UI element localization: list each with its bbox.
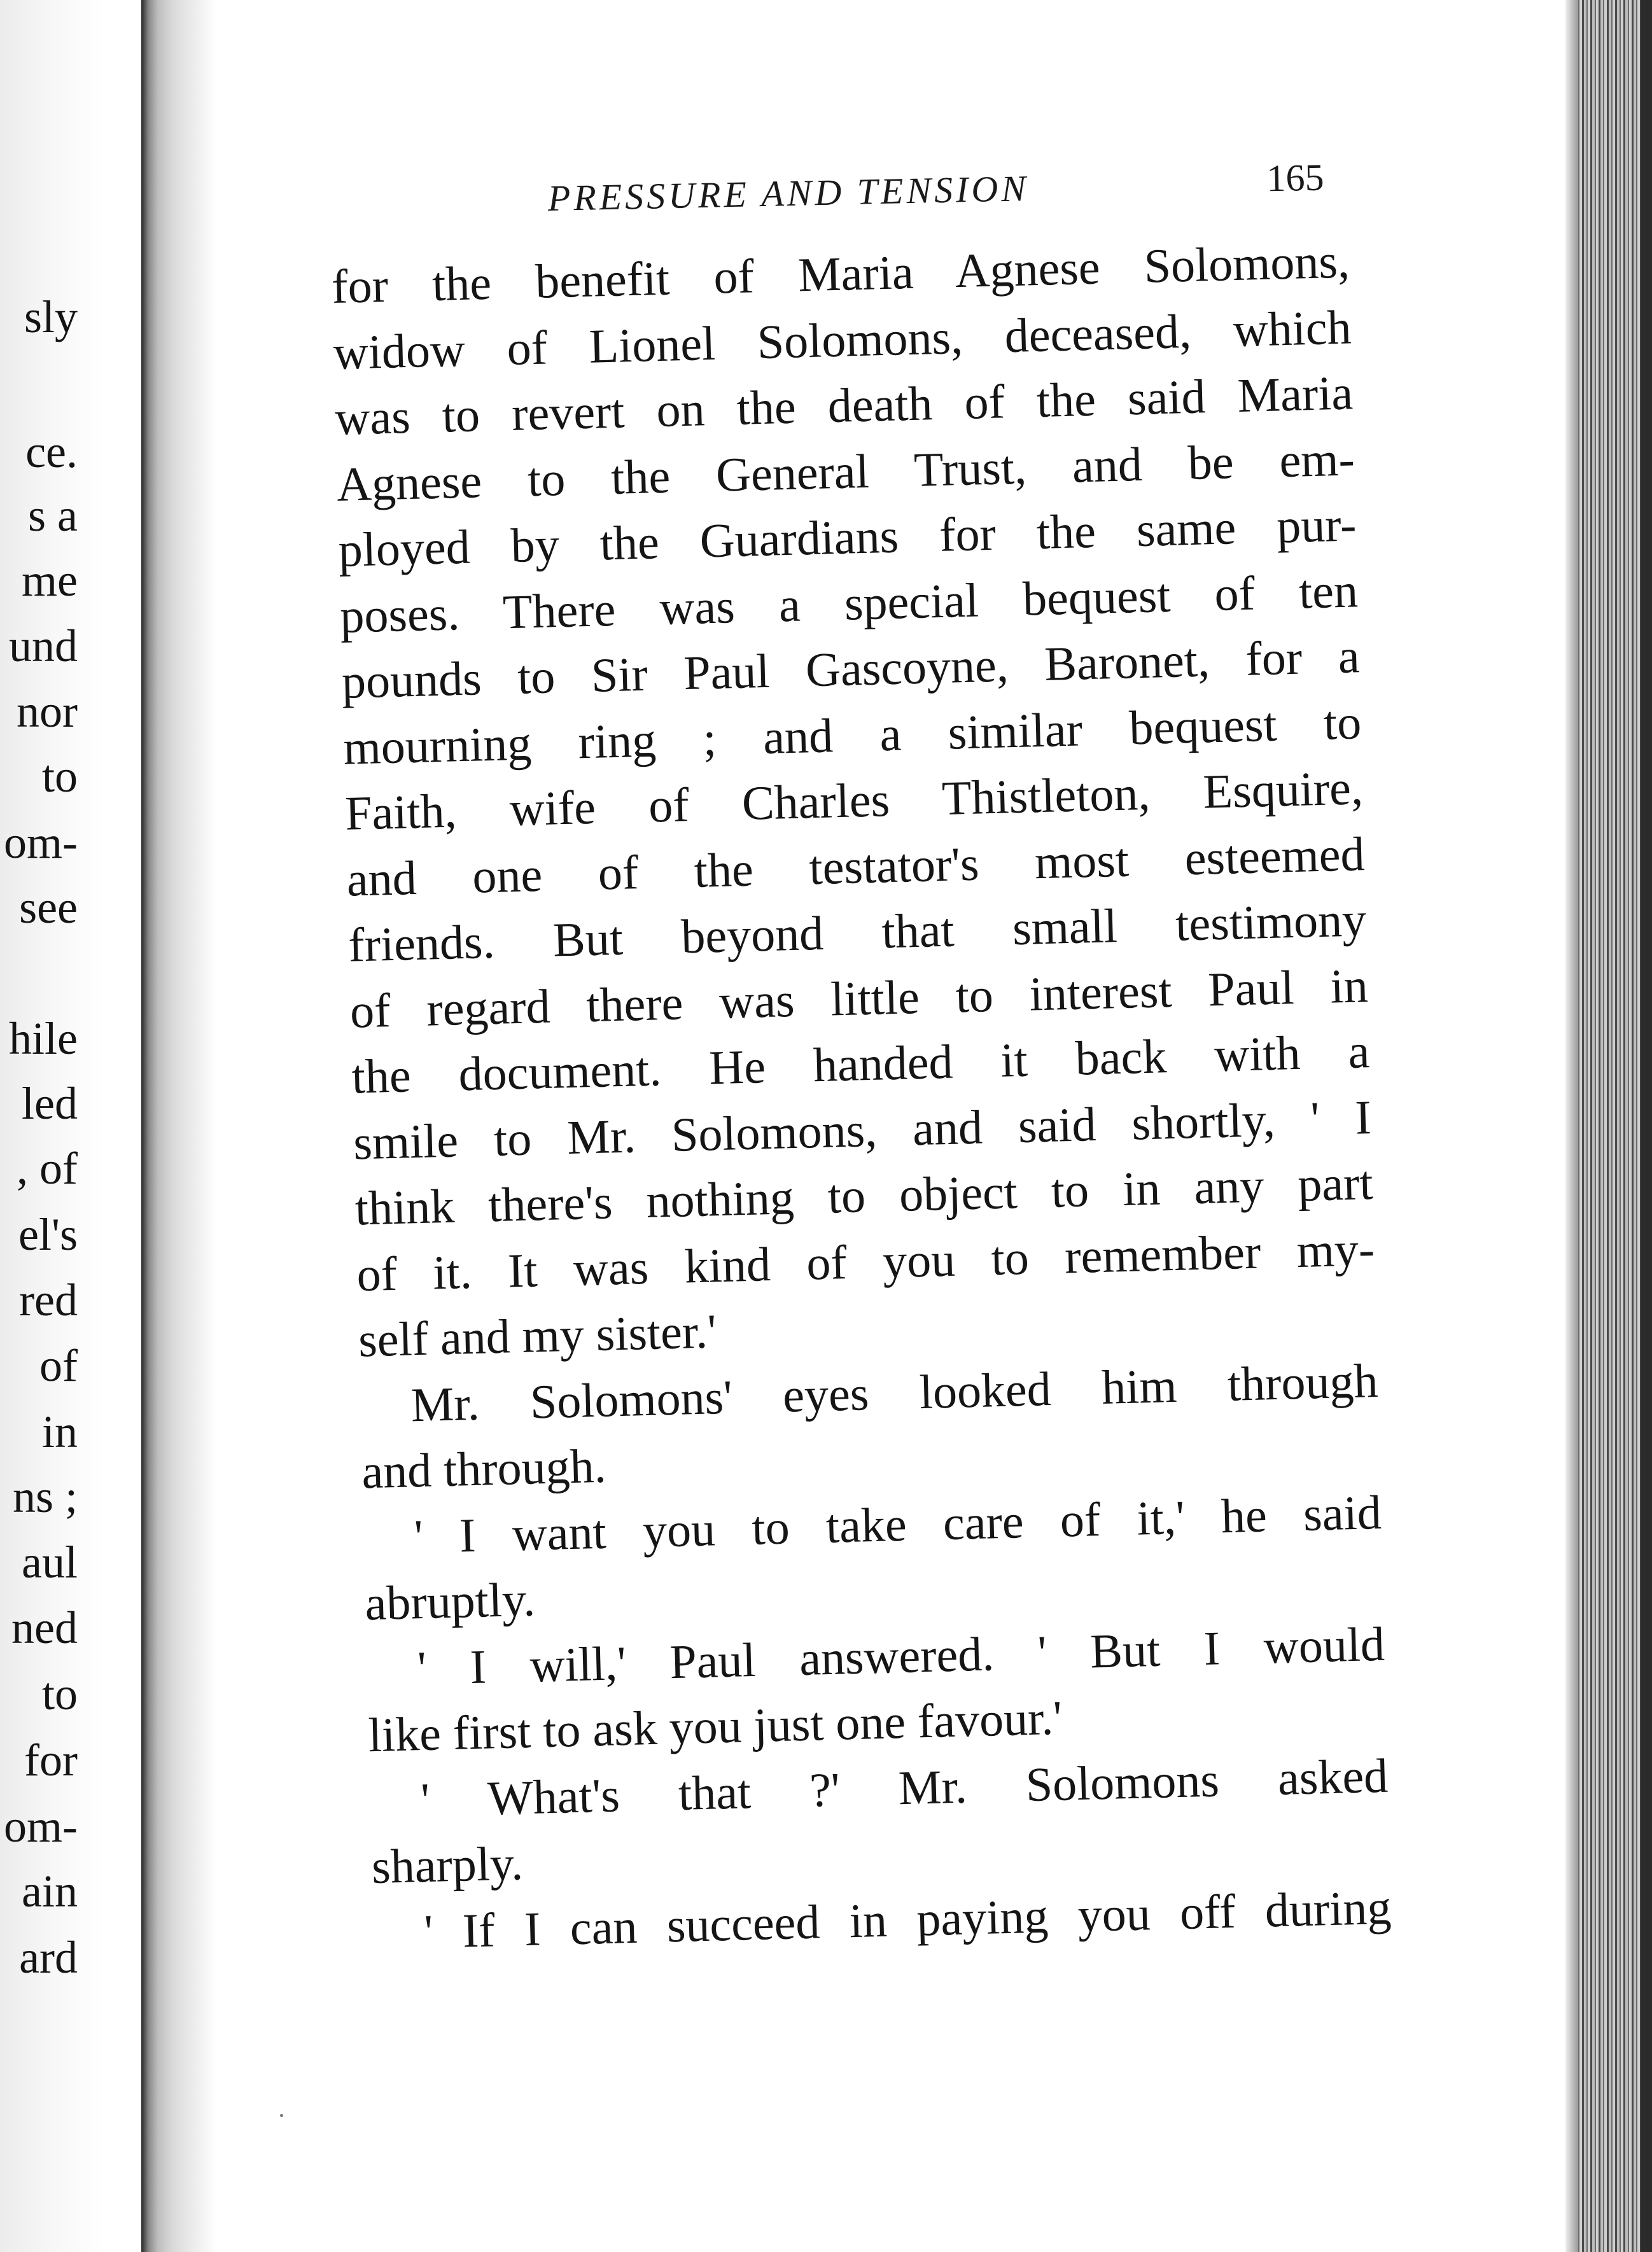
left-line: ned — [11, 1602, 78, 1653]
body-text — [331, 228, 1418, 1967]
text-line: sharply. — [371, 1836, 524, 1894]
text-line: ' I will,' Paul answered. ' But I would — [417, 1617, 1385, 1695]
left-line: of — [39, 1340, 78, 1391]
text-line: was to revert on the death of the said Maria — [334, 366, 1354, 445]
text-line: of it. It was kind of you to remember my- — [356, 1222, 1376, 1301]
left-line: hile — [9, 1013, 78, 1064]
text-line: Faith, wife of Charles Thistleton, Esquire, — [344, 761, 1364, 841]
left-line: s a — [28, 490, 78, 541]
left-line: led — [22, 1078, 78, 1129]
left-line: red — [19, 1275, 78, 1325]
text-line: and through. — [361, 1439, 607, 1499]
left-line: nor — [17, 686, 78, 737]
text-line: ployed by the Guardians for the same pur- — [337, 498, 1357, 577]
text-line: for the benefit of Maria Agnese Solomons, — [331, 234, 1350, 314]
left-line: see — [19, 882, 78, 933]
text-line: ' What's that ?' Mr. Solomons asked — [420, 1749, 1389, 1827]
left-line: sly — [24, 291, 78, 342]
text-line: the document. He handed it back with a — [351, 1025, 1371, 1104]
left-line: for — [24, 1735, 78, 1786]
left-line: , of — [17, 1143, 78, 1194]
left-line: in — [41, 1406, 78, 1457]
running-title: PRESSURE AND TENSION — [547, 167, 1030, 219]
text-line: and one of the testator's most esteemed — [346, 827, 1366, 907]
left-page-fragment — [0, 0, 148, 2252]
left-line: me — [22, 555, 78, 606]
text-line: mourning ring ; and a similar bequest to — [342, 695, 1362, 775]
left-line: aul — [22, 1537, 78, 1588]
left-line: om- — [4, 1801, 78, 1852]
left-line: ain — [22, 1866, 78, 1917]
left-line: om- — [4, 817, 78, 868]
page-number: 165 — [1266, 156, 1325, 200]
text-line: poses. There was a special bequest of ten — [339, 563, 1359, 643]
text-line: self and my sister.' — [358, 1304, 717, 1367]
text-line: friends. But beyond that small testimony — [347, 893, 1368, 972]
left-line: el's — [18, 1209, 78, 1260]
text-line: ' I want you to take care of it,' he said — [413, 1485, 1382, 1563]
text-line: Mr. Solomons' eyes looked him through — [410, 1353, 1379, 1432]
text-line: ' If I can succeed in paying you off during — [423, 1880, 1392, 1959]
left-line: to — [41, 1668, 78, 1719]
text-line: of regard there was little to interest Paul in — [349, 958, 1369, 1039]
binding-gutter — [141, 0, 216, 2252]
text-line: Agnese to the General Trust, and be em- — [336, 431, 1355, 512]
left-line: ce. — [25, 426, 78, 477]
left-line: to — [41, 751, 78, 802]
text-line: widow of Lionel Solomons, deceased, which — [332, 300, 1352, 380]
text-line: think there's nothing to object to in any part — [354, 1156, 1374, 1236]
page-edges — [1565, 0, 1652, 2252]
left-line: ns ; — [12, 1471, 78, 1522]
text-line: abruptly. — [364, 1572, 536, 1631]
text-line: pounds to Sir Paul Gascoyne, Baronet, for a — [340, 629, 1361, 709]
text-line: like first to ask you just one favour.' — [367, 1691, 1063, 1763]
dust-speck — [280, 2114, 283, 2117]
left-line: ard — [19, 1932, 78, 1983]
left-line: und — [9, 620, 78, 671]
text-line: smile to Mr. Solomons, and said shortly, ' I — [353, 1090, 1372, 1170]
